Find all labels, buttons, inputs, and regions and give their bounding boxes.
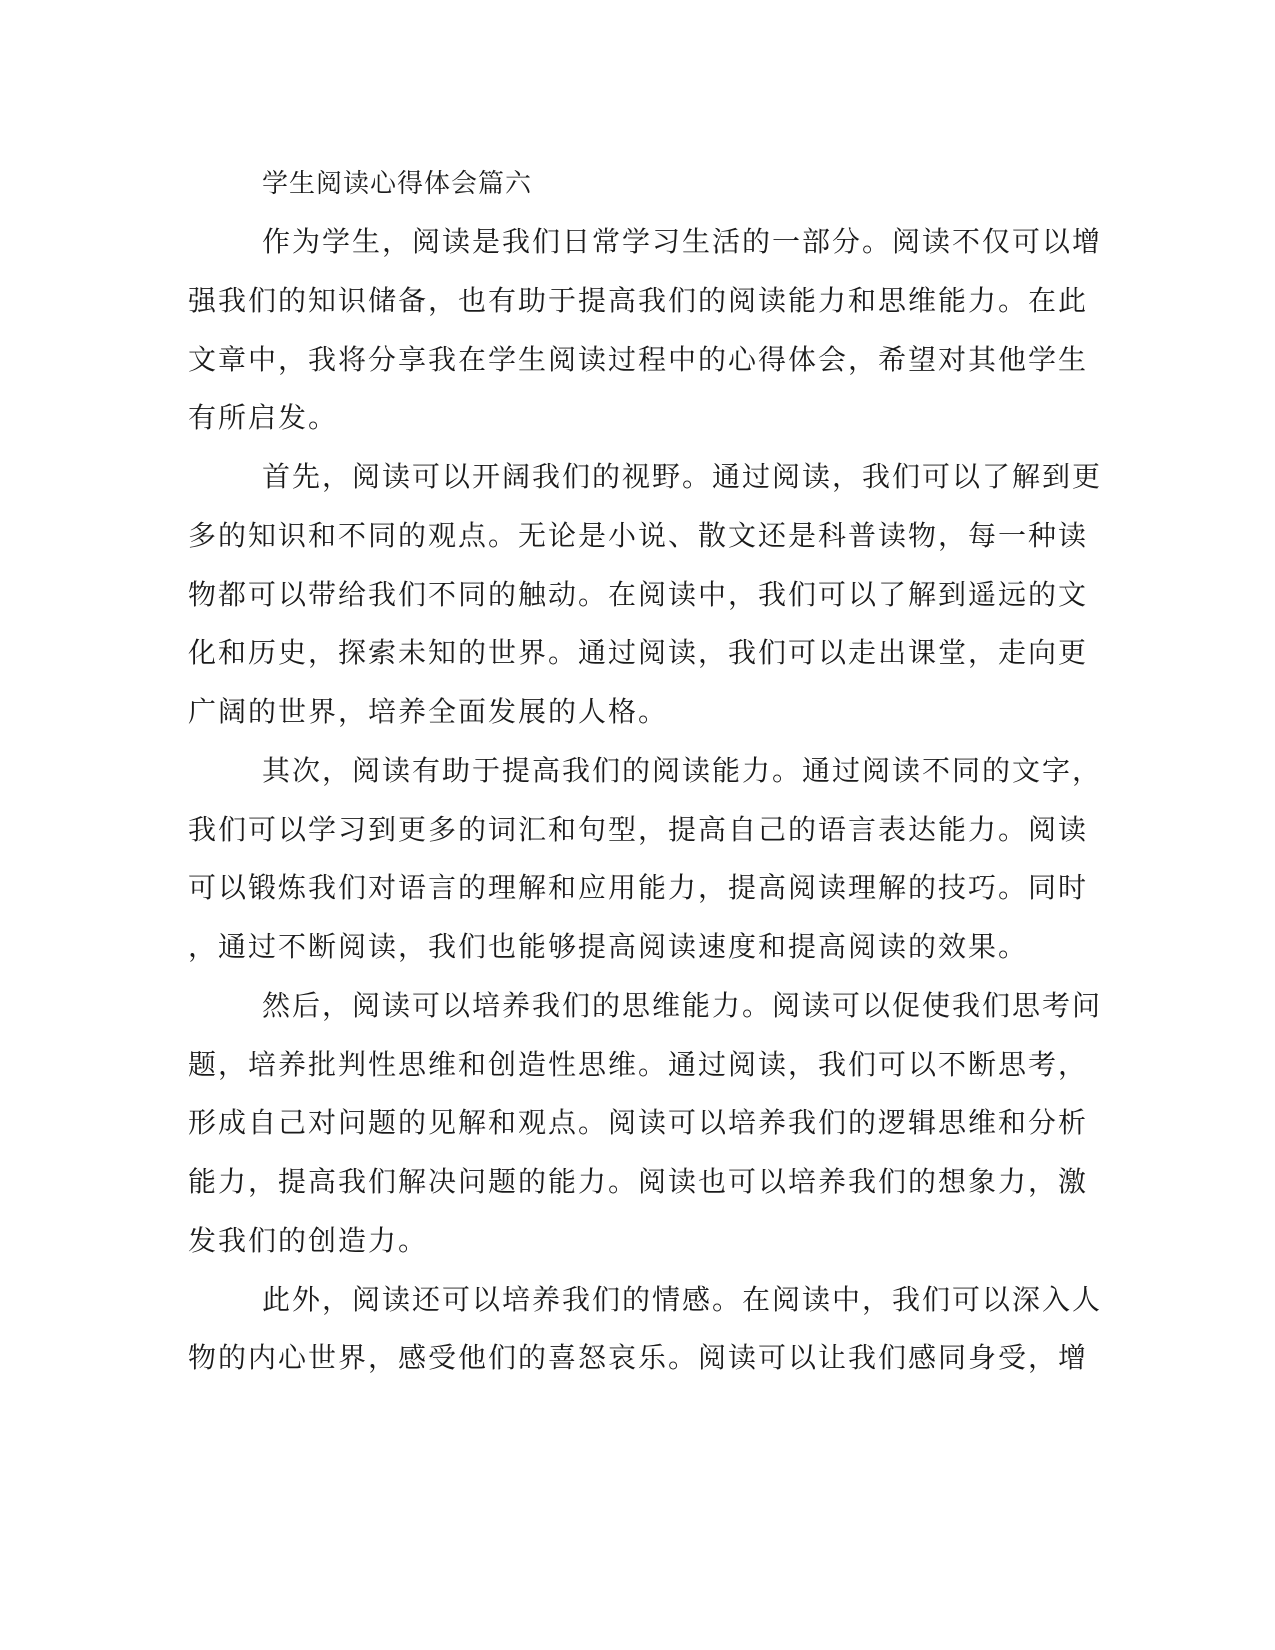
paragraph-5-line-1: 此外，阅读还可以培养我们的情感。在阅读中，我们可以深入人 <box>262 1283 1103 1316</box>
paragraph-3-line-4: ，通过不断阅读，我们也能够提高阅读速度和提高阅读的效果。 <box>188 930 1029 963</box>
paragraph-1-line-1: 作为学生，阅读是我们日常学习生活的一部分。阅读不仅可以增 <box>262 225 1103 258</box>
paragraph-3-line-2: 我们可以学习到更多的词汇和句型，提高自己的语言表达能力。阅读 <box>188 813 1089 846</box>
paragraph-2-line-2: 多的知识和不同的观点。无论是小说、散文还是科普读物，每一种读 <box>188 519 1089 552</box>
paragraph-3-line-3: 可以锻炼我们对语言的理解和应用能力，提高阅读理解的技巧。同时 <box>188 871 1089 904</box>
paragraph-1-line-4: 有所启发。 <box>188 401 339 434</box>
paragraph-2-line-5: 广阔的世界，培养全面发展的人格。 <box>188 695 669 728</box>
document-title: 学生阅读心得体会篇六 <box>262 169 533 199</box>
paragraph-2-line-1: 首先，阅读可以开阔我们的视野。通过阅读，我们可以了解到更 <box>262 460 1103 493</box>
paragraph-5-line-2: 物的内心世界，感受他们的喜怒哀乐。阅读可以让我们感同身受，增 <box>188 1341 1089 1374</box>
paragraph-4-line-5: 发我们的创造力。 <box>188 1224 429 1257</box>
paragraph-2-line-4: 化和历史，探索未知的世界。通过阅读，我们可以走出课堂，走向更 <box>188 636 1089 669</box>
paragraph-1-line-3: 文章中，我将分享我在学生阅读过程中的心得体会，希望对其他学生 <box>188 343 1089 376</box>
paragraph-4-line-2: 题，培养批判性思维和创造性思维。通过阅读，我们可以不断思考， <box>188 1048 1089 1081</box>
paragraph-2-line-3: 物都可以带给我们不同的触动。在阅读中，我们可以了解到遥远的文 <box>188 578 1089 611</box>
paragraph-4-line-1: 然后，阅读可以培养我们的思维能力。阅读可以促使我们思考问 <box>262 989 1103 1022</box>
paragraph-3-line-1: 其次，阅读有助于提高我们的阅读能力。通过阅读不同的文字， <box>262 754 1103 787</box>
paragraph-4-line-4: 能力，提高我们解决问题的能力。阅读也可以培养我们的想象力，激 <box>188 1165 1089 1198</box>
paragraph-4-line-3: 形成自己对问题的见解和观点。阅读可以培养我们的逻辑思维和分析 <box>188 1106 1089 1139</box>
paragraph-1-line-2: 强我们的知识储备，也有助于提高我们的阅读能力和思维能力。在此 <box>188 284 1089 317</box>
